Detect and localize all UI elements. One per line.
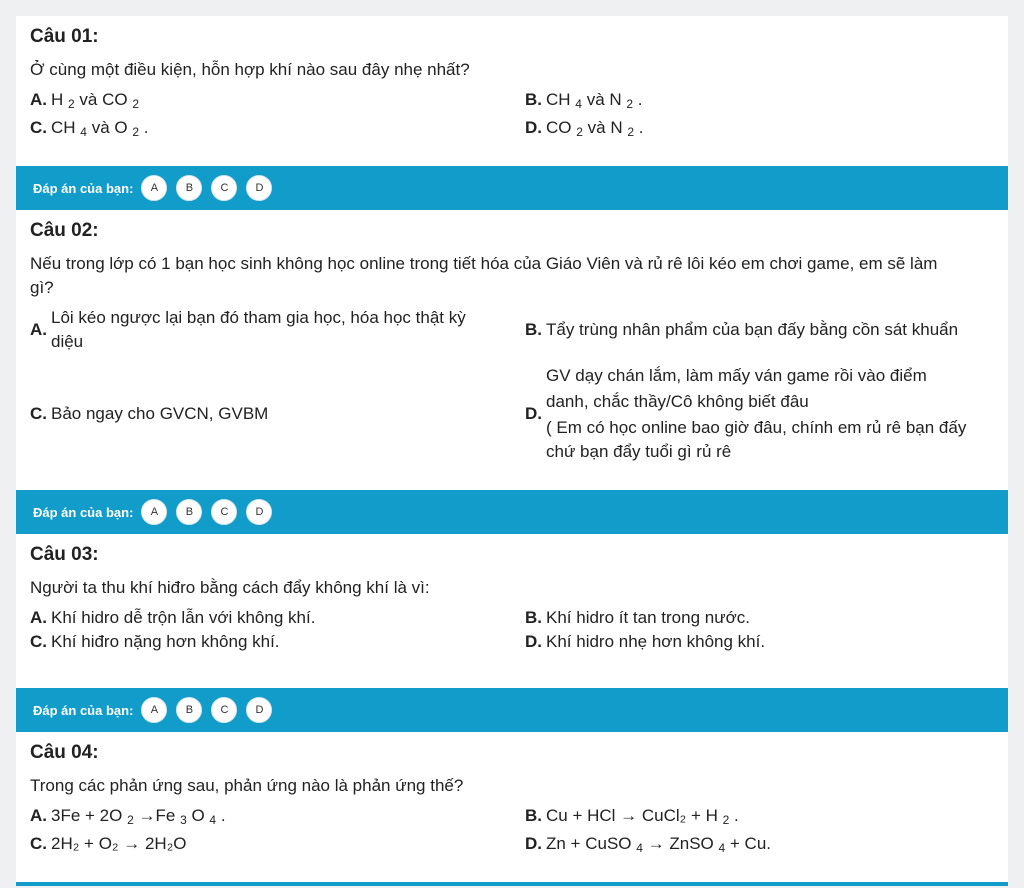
option-label: D. <box>525 834 542 853</box>
choice-a-button[interactable]: A <box>141 697 167 723</box>
answer-bar-2 <box>16 490 1008 534</box>
choice-c-button[interactable]: C <box>211 175 237 201</box>
question-card-2 <box>16 210 1008 490</box>
choice-a-button[interactable]: A <box>141 499 167 525</box>
question-card-1 <box>16 16 1008 166</box>
option-text: Tẩy trùng nhân phẩm của bạn đấy bằng cồn sát khuẩn <box>546 320 959 339</box>
choice-b-button[interactable]: B <box>176 175 202 201</box>
answer-bar-label: Đáp án của bạn: <box>33 504 134 520</box>
answer-bar-4-top <box>16 882 1008 886</box>
option-a <box>30 606 525 630</box>
option-text: Khí hiđro nặng hơn không khí. <box>51 632 280 651</box>
question-title: Câu 04: <box>30 742 99 763</box>
option-text: 3Fe + 2O $_2$ →Fe $_3$ O $_4$ . <box>51 806 226 827</box>
question-text: Ở cùng một điều kiện, hỗn hợp khí nào sau đây nhẹ nhất? <box>30 60 470 79</box>
option-a <box>30 306 525 354</box>
option-label: B. <box>525 608 542 627</box>
option-b <box>525 606 992 630</box>
option-text: 2H₂ + O₂ → 2H₂O <box>51 834 187 853</box>
choice-d-button[interactable]: D <box>246 697 272 723</box>
choice-d-button[interactable]: D <box>246 175 272 201</box>
option-text: Zn + CuSO $_4$ → ZnSO $_4$ + Cu. <box>546 834 772 855</box>
option-text: CO $_2$ và N $_2$ . <box>546 118 644 139</box>
option-label: D. <box>525 404 542 423</box>
question-card-4 <box>16 732 1008 882</box>
option-label: D. <box>525 632 542 651</box>
option-label: C. <box>30 632 47 651</box>
option-b <box>525 804 992 832</box>
answer-bar-3 <box>16 688 1008 732</box>
choice-b-button[interactable]: B <box>176 499 202 525</box>
option-label: A. <box>30 608 47 627</box>
option-text: H $_2$ và CO $_2$ <box>51 90 139 111</box>
option-label: C. <box>30 834 47 853</box>
option-text: Lôi kéo ngược lại bạn đó tham gia học, hóa học thật kỳ diệu <box>51 308 466 351</box>
question-card-3 <box>16 534 1008 688</box>
option-d <box>525 116 992 144</box>
option-label: B. <box>525 320 542 339</box>
option-c <box>30 832 525 860</box>
option-c <box>30 116 525 144</box>
option-label: D. <box>525 118 542 137</box>
option-text: GV dạy chán lắm, làm mấy ván game rồi vào điểm danh, chắc thầy/Cô không biết đâu ( Em có học online bao giờ đâu, chính em rủ rê bạn đấy chứ bạn đẩy tuổi gì rủ rê <box>546 366 967 461</box>
option-text: Khí hidro nhẹ hơn không khí. <box>546 632 766 651</box>
question-text: Nếu trong lớp có 1 bạn học sinh không học online trong tiết hóa của Giáo Viên và rủ rê lôi kéo em chơi game, em sẽ làm gì? <box>30 254 938 297</box>
option-d <box>525 832 992 860</box>
question-text: Trong các phản ứng sau, phản ứng nào là phản ứng thế? <box>30 776 464 795</box>
choice-a-button[interactable]: A <box>141 175 167 201</box>
question-text: Người ta thu khí hiđro bằng cách đẩy không khí là vì: <box>30 578 430 597</box>
option-text: Bảo ngay cho GVCN, GVBM <box>51 404 269 423</box>
option-c <box>30 364 525 464</box>
choice-c-button[interactable]: C <box>211 499 237 525</box>
option-a <box>30 804 525 832</box>
option-c <box>30 630 525 654</box>
option-label: A. <box>30 806 47 825</box>
option-label: B. <box>525 806 542 825</box>
option-text: CH $_4$ và O $_2$ . <box>51 118 149 139</box>
quiz-container <box>16 16 1008 886</box>
option-label: C. <box>30 118 47 137</box>
option-d <box>525 364 992 464</box>
answer-bar-label: Đáp án của bạn: <box>33 180 134 196</box>
choice-c-button[interactable]: C <box>211 697 237 723</box>
choice-b-button[interactable]: B <box>176 697 202 723</box>
question-title: Câu 01: <box>30 26 99 47</box>
option-text: Cu + HCl → CuCl₂ + H $_2$ . <box>546 806 739 827</box>
option-a <box>30 88 525 116</box>
option-text: Khí hidro dễ trộn lẫn với không khí. <box>51 608 316 627</box>
choice-d-button[interactable]: D <box>246 499 272 525</box>
answer-bar-label: Đáp án của bạn: <box>33 702 134 718</box>
option-label: A. <box>30 320 47 339</box>
option-text: Khí hidro ít tan trong nước. <box>546 608 750 627</box>
option-d <box>525 630 992 654</box>
option-text: CH $_4$ và N $_2$ . <box>546 90 643 111</box>
option-b <box>525 306 992 354</box>
option-b <box>525 88 992 116</box>
question-title: Câu 03: <box>30 544 99 565</box>
option-label: B. <box>525 90 542 109</box>
question-title: Câu 02: <box>30 220 99 241</box>
answer-bar-1 <box>16 166 1008 210</box>
option-label: A. <box>30 90 47 109</box>
option-label: C. <box>30 404 47 423</box>
